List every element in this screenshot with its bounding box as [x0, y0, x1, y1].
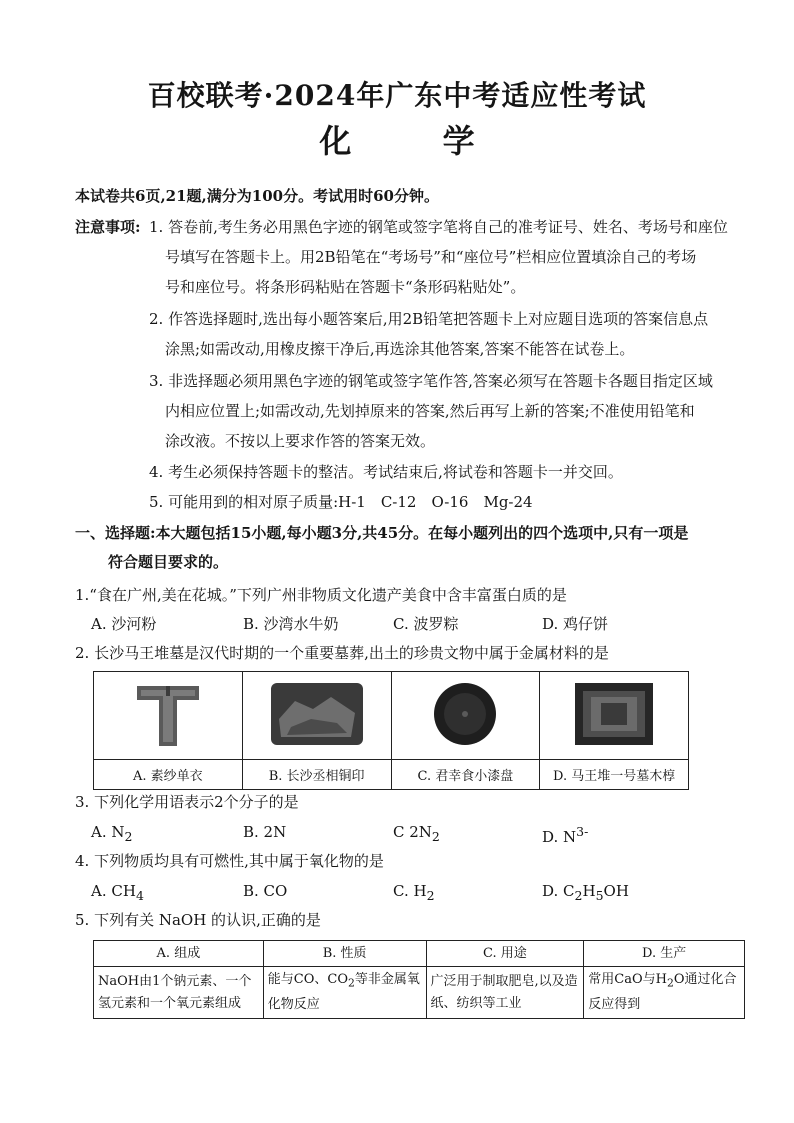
notice-3-line-1: 3. 非选择题必须用黑色字迹的钢笔或签字笔作答,答案必须写在答题卡各题目指定区域 [149, 372, 713, 390]
notice-4: 4. 考生必须保持答题卡的整洁。考试结束后,将试卷和答题卡一并交回。 [149, 463, 623, 481]
notice-2-line-2: 涂黑;如需改动,用橡皮擦干净后,再选涂其他答案,答案不能答在试卷上。 [165, 340, 635, 358]
q4-option-a: A. $CH_4$ [91, 882, 144, 903]
subject-title: 化 学 [319, 122, 515, 160]
q4-option-c: C. $H_2$ [393, 882, 435, 903]
q4-option-d: D. $C_2H_5OH$ [542, 882, 629, 903]
q2-caption-b: B. 长沙丞相铜印 [242, 760, 391, 790]
q1-option-c: C. 波罗粽 [393, 615, 459, 633]
q5-header-c: C. 用途 [426, 941, 584, 967]
q1-stem: 1.“食在广州,美在花城。”下列广州非物质文化遗产美食中含丰富蛋白质的是 [75, 586, 567, 604]
exam-intro: 本试卷共6页,21题,满分为100分。考试用时60分钟。 [75, 187, 439, 205]
q2-caption-a: A. 素纱单衣 [94, 760, 243, 790]
q5-stem: 5. 下列有关 NaOH 的认识,正确的是 [75, 911, 321, 929]
q5-header-b: B. 性质 [263, 941, 426, 967]
robe-image [133, 678, 203, 750]
q5-cell-a: NaOH由1个钠元素、一个氢元素和一个氧元素组成 [94, 967, 264, 1019]
q5-cell-b: 能与CO、$CO_2$等非金属氧化物反应 [263, 967, 426, 1019]
q5-header-d: D. 生产 [584, 941, 745, 967]
section-1-heading: 一、选择题:本大题包括15小题,每小题3分,共45分。在每小题列出的四个选项中,只有一项是 [75, 524, 689, 542]
bronze-seal-image [271, 683, 363, 745]
q3-stem: 3. 下列化学用语表示2个分子的是 [75, 793, 299, 811]
q2-artifact-table [93, 671, 689, 790]
q2-image-a [94, 672, 243, 760]
lacquer-plate-image [432, 681, 498, 747]
exam-title: 百校联考·2024年广东中考适应性考试 [147, 79, 647, 112]
q1-option-a: A. 沙河粉 [91, 615, 157, 633]
notice-5: 5. 可能用到的相对原子质量:H-1 C-12 O-16 Mg-24 [149, 493, 533, 511]
q2-image-b [242, 672, 391, 760]
section-1-heading-2: 符合题目要求的。 [108, 553, 229, 571]
q5-cell-d: 常用CaO与$H_2O$通过化合反应得到 [584, 967, 745, 1019]
q3-option-a: A. $N_2$ [91, 823, 133, 844]
q2-image-c [391, 672, 540, 760]
q5-cell-c: 广泛用于制取肥皂,以及造纸、纺织等工业 [426, 967, 584, 1019]
notice-2-line-1: 2. 作答选择题时,选出每小题答案后,用2B铅笔把答题卡上对应题目选项的答案信息点 [149, 310, 709, 328]
q3-option-c: C $2N_2$ [393, 823, 440, 844]
q5-header-a: A. 组成 [94, 941, 264, 967]
notice-3-line-2: 内相应位置上;如需改动,先划掉原来的答案,然后再写上新的答案;不准使用铅笔和 [165, 402, 695, 420]
q4-stem: 4. 下列物质均具有可燃性,其中属于氧化物的是 [75, 852, 384, 870]
notice-1-line-1: 1. 答卷前,考生务必用黑色字迹的钢笔或签字笔将自己的准考证号、姓名、考场号和座位 [149, 218, 728, 236]
notice-3-line-3: 涂改液。不按以上要求作答的答案无效。 [165, 432, 436, 450]
notice-1-line-2: 号填写在答题卡上。用2B铅笔在“考场号”和“座位号”栏相应位置填涂自己的考场 [165, 248, 697, 266]
q3-option-d: D. $N^{3-}$ [542, 824, 589, 846]
q1-option-d: D. 鸡仔饼 [542, 615, 609, 633]
q5-table [93, 940, 745, 1019]
q2-stem: 2. 长沙马王堆墓是汉代时期的一个重要墓葬,出土的珍贵文物中属于金属材料的是 [75, 644, 609, 662]
q2-image-d [540, 672, 689, 760]
q2-caption-d: D. 马王堆一号墓木椁 [540, 760, 689, 790]
q4-option-b: B. CO [243, 882, 288, 900]
q3-option-b: B. 2N [243, 823, 287, 841]
wooden-coffin-image [575, 683, 653, 745]
q2-caption-c: C. 君幸食小漆盘 [391, 760, 540, 790]
q1-option-b: B. 沙湾水牛奶 [243, 615, 339, 633]
notice-label: 注意事项: [75, 218, 141, 236]
notice-1-line-3: 号和座位号。将条形码粘贴在答题卡“条形码粘贴处”。 [165, 278, 526, 296]
